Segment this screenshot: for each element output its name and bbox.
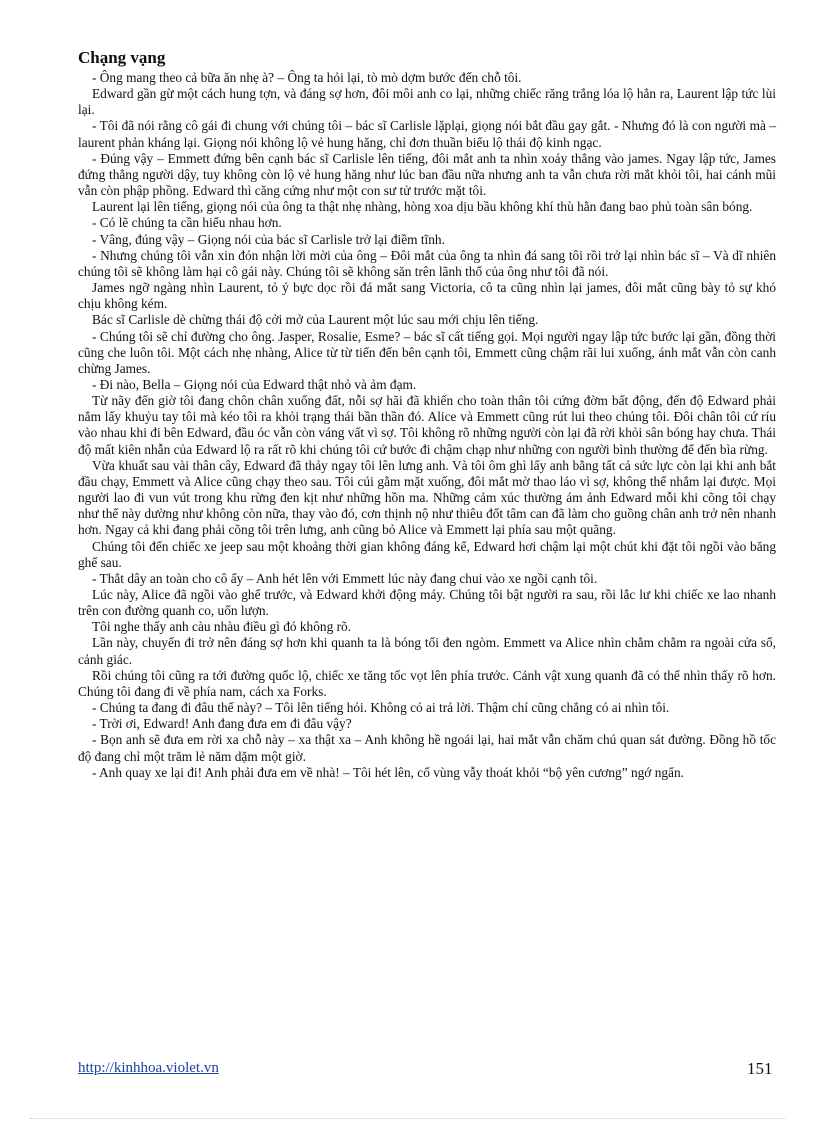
paragraph: Lúc này, Alice đã ngồi vào ghế trước, và Edward khởi động máy. Chúng tôi bật người ra sau, rồi lắc lư khi chiếc xe lao nhanh trên con đường quanh co, uốn lượn. xyxy=(78,587,776,619)
paragraph: Laurent lại lên tiếng, giọng nói của ông ta thật nhẹ nhàng, hòng xoa dịu bầu không khí thù hằn đang bao phủ toàn sân bóng. xyxy=(92,199,753,215)
paragraph: - Chúng ta đang đi đâu thế này? – Tôi lên tiếng hỏi. Không có ai trả lời. Thậm chí cũng chẳng có ai nhìn tôi. xyxy=(92,700,670,716)
paragraph: Lần này, chuyến đi trở nên đáng sợ hơn khi quanh ta là bóng tối đen ngòm. Emmett va Alice nhìn chằm chằm ra ngoài cửa sổ, cảnh giác. xyxy=(78,635,776,667)
chapter-title: Chạng vạng xyxy=(78,48,166,67)
paragraph: Chúng tôi đến chiếc xe jeep sau một khoảng thời gian không đáng kể, Edward hơi chậm lại một chút khi đặt tôi ngồi vào băng ghế sau. xyxy=(78,538,776,570)
paragraph: - Trời ơi, Edward! Anh đang đưa em đi đâu vậy? xyxy=(92,716,352,732)
paragraph: - Có lẽ chúng ta cần hiểu nhau hơn. xyxy=(92,215,282,231)
paragraph: - Nhưng chúng tôi vẫn xin đón nhận lời mời của ông – Đôi mắt của ông ta nhìn đá sang tôi rồi trở lại nhìn bác sĩ – Và dĩ nhiên chúng tôi sẽ không làm hại cô gái này. Chúng tôi sẽ không săn trên lãnh thổ của ông như tôi đã nói. xyxy=(78,247,776,279)
paragraph: Tôi nghe thấy anh càu nhàu điều gì đó không rõ. xyxy=(92,619,352,635)
paragraph: - Chúng tôi sẽ chỉ đường cho ông. Jasper, Rosalie, Esme? – bác sĩ cất tiếng gọi. Mọi người ngay lập tức bước lại gần, đồng thời cũng che luôn tôi. Một cách nhẹ nhàng, Alice từ từ tiến đến bên cạnh tôi, Emmett cũng chậm rãi lui xuống, ánh mắt vẫn còn canh chừng James. xyxy=(78,328,776,376)
paragraph: - Bọn anh sẽ đưa em rời xa chỗ này – xa thật xa – Anh không hề ngoái lại, hai mắt vẫn chăm chú quan sát đường. Đồng hồ tốc độ đang chỉ một trăm lẻ năm dặm một giờ. xyxy=(78,732,776,764)
paragraph: Edward gần gừ một cách hung tợn, và đáng sợ hơn, đôi môi anh co lại, những chiếc răng trắng lóa lộ hẳn ra, Laurent lập tức lùi lại. xyxy=(78,86,776,118)
page-number: 151 xyxy=(747,1059,773,1078)
paragraph: James ngỡ ngàng nhìn Laurent, tỏ ý bực dọc rồi đá mắt sang Victoria, cô ta cũng nhìn lại james, đôi mắt cũng bày tỏ sự khó chịu không kém. xyxy=(78,280,776,312)
paragraph: Bác sĩ Carlisle dè chừng thái độ cởi mở của Laurent một lúc sau mới chịu lên tiếng. xyxy=(92,312,539,328)
page-divider xyxy=(30,1118,786,1119)
paragraph: - Đúng vậy – Emmett đứng bên cạnh bác sĩ Carlisle lên tiếng, đôi mắt anh ta nhìn xoáy thẳng vào james. Ngay lập tức, James đứng thẳng người dậy, tuy không còn lộ vẻ hung hăng như lúc ban đầu nữa nhưng anh ta vẫn chưa rời mắt khỏi tôi, hai cánh mũi vẫn còn phập phồng. Edward thì căng cứng như một con sư tử trước mặt tôi. xyxy=(78,150,776,199)
document-page xyxy=(78,48,776,781)
footer-link[interactable]: http://kinhhoa.violet.vn xyxy=(78,1060,219,1076)
paragraph: - Anh quay xe lại đi! Anh phải đưa em về nhà! – Tôi hét lên, cố vùng vẫy thoát khỏi “bộ yên cương” ngớ ngẩn. xyxy=(92,764,684,780)
paragraph: - Đi nào, Bella – Giọng nói của Edward thật nhỏ và ảm đạm. xyxy=(92,376,417,392)
paragraph: Vừa khuất sau vài thân cây, Edward đã thảy ngay tôi lên lưng anh. Và tôi ôm ghì lấy anh bằng tất cả sức lực còn lại khi anh bắt đầu chạy, Emmett và Alice cũng chạy theo sau. Tôi cúi gằm mặt xuống, đôi mắt mờ thao láo vì sợ, không thể nhắm lại được. Mọi người lao đi vun vút trong khu rừng đen kịt như những hồn ma. Những cảm xúc thường ám ảnh Edward mỗi khi cõng tôi chạy như thế này dường như không còn nữa, thay vào đó, cơn thịnh nộ như thiêu đốt tâm can đã làm cho guồng chân anh trở nên nhanh hơn. Ngay cả khi đang phải cõng tôi trên lưng, anh cũng bỏ Alice và Emmett lại phía sau một quãng. xyxy=(78,457,776,538)
paragraph: Từ nãy đến giờ tôi đang chôn chân xuống đất, nỗi sợ hãi đã khiến cho toàn thân tôi cứng đờm bất động, đến độ Edward phải nắm lấy khuỷu tay tôi mà kéo tôi ra khỏi trạng thái bần thần đó. Alice và Emmett cũng rút lui theo chúng tôi. Đôi chân tôi cứ ríu vào nhau khi đi bên Edward, đầu óc vẫn còn váng vất vì sợ. Tôi không rõ những người còn lại đã rời khỏi sân bóng hay chưa. Thái độ mất kiên nhẫn của Edward lộ ra rất rõ khi chúng tôi cứ bước đi chậm chạp như những con người bình thường để đến bìa rừng. xyxy=(78,393,776,457)
paragraph: - Tôi đã nói rằng cô gái đi chung với chúng tôi – bác sĩ Carlisle lặplại, giọng nói bắt đầu gay gắt. - Nhưng đó là con người mà – laurent phản kháng lại. Giọng nói không lộ vẻ hung hăng, chỉ đơn thuần biểu lộ thái độ kinh ngạc. xyxy=(78,118,776,150)
paragraph: - Thắt dây an toàn cho cô ấy – Anh hét lên với Emmett lúc này đang chui vào xe ngồi cạnh tôi. xyxy=(92,570,598,586)
paragraph: - Ông mang theo cả bữa ăn nhẹ à? – Ông ta hỏi lại, tò mò dợm bước đến chỗ tôi. xyxy=(92,70,522,85)
paragraph: Rồi chúng tôi cũng ra tới đường quốc lộ, chiếc xe tăng tốc vọt lên phía trước. Cảnh vật xung quanh đã có thể nhìn thấy rõ hơn. Chúng tôi đang đi về phía nam, cách xa Forks. xyxy=(78,667,776,699)
document-body xyxy=(78,70,776,781)
paragraph: - Vâng, đúng vậy – Giọng nói của bác sĩ Carlisle trở lại điềm tĩnh. xyxy=(92,231,445,247)
